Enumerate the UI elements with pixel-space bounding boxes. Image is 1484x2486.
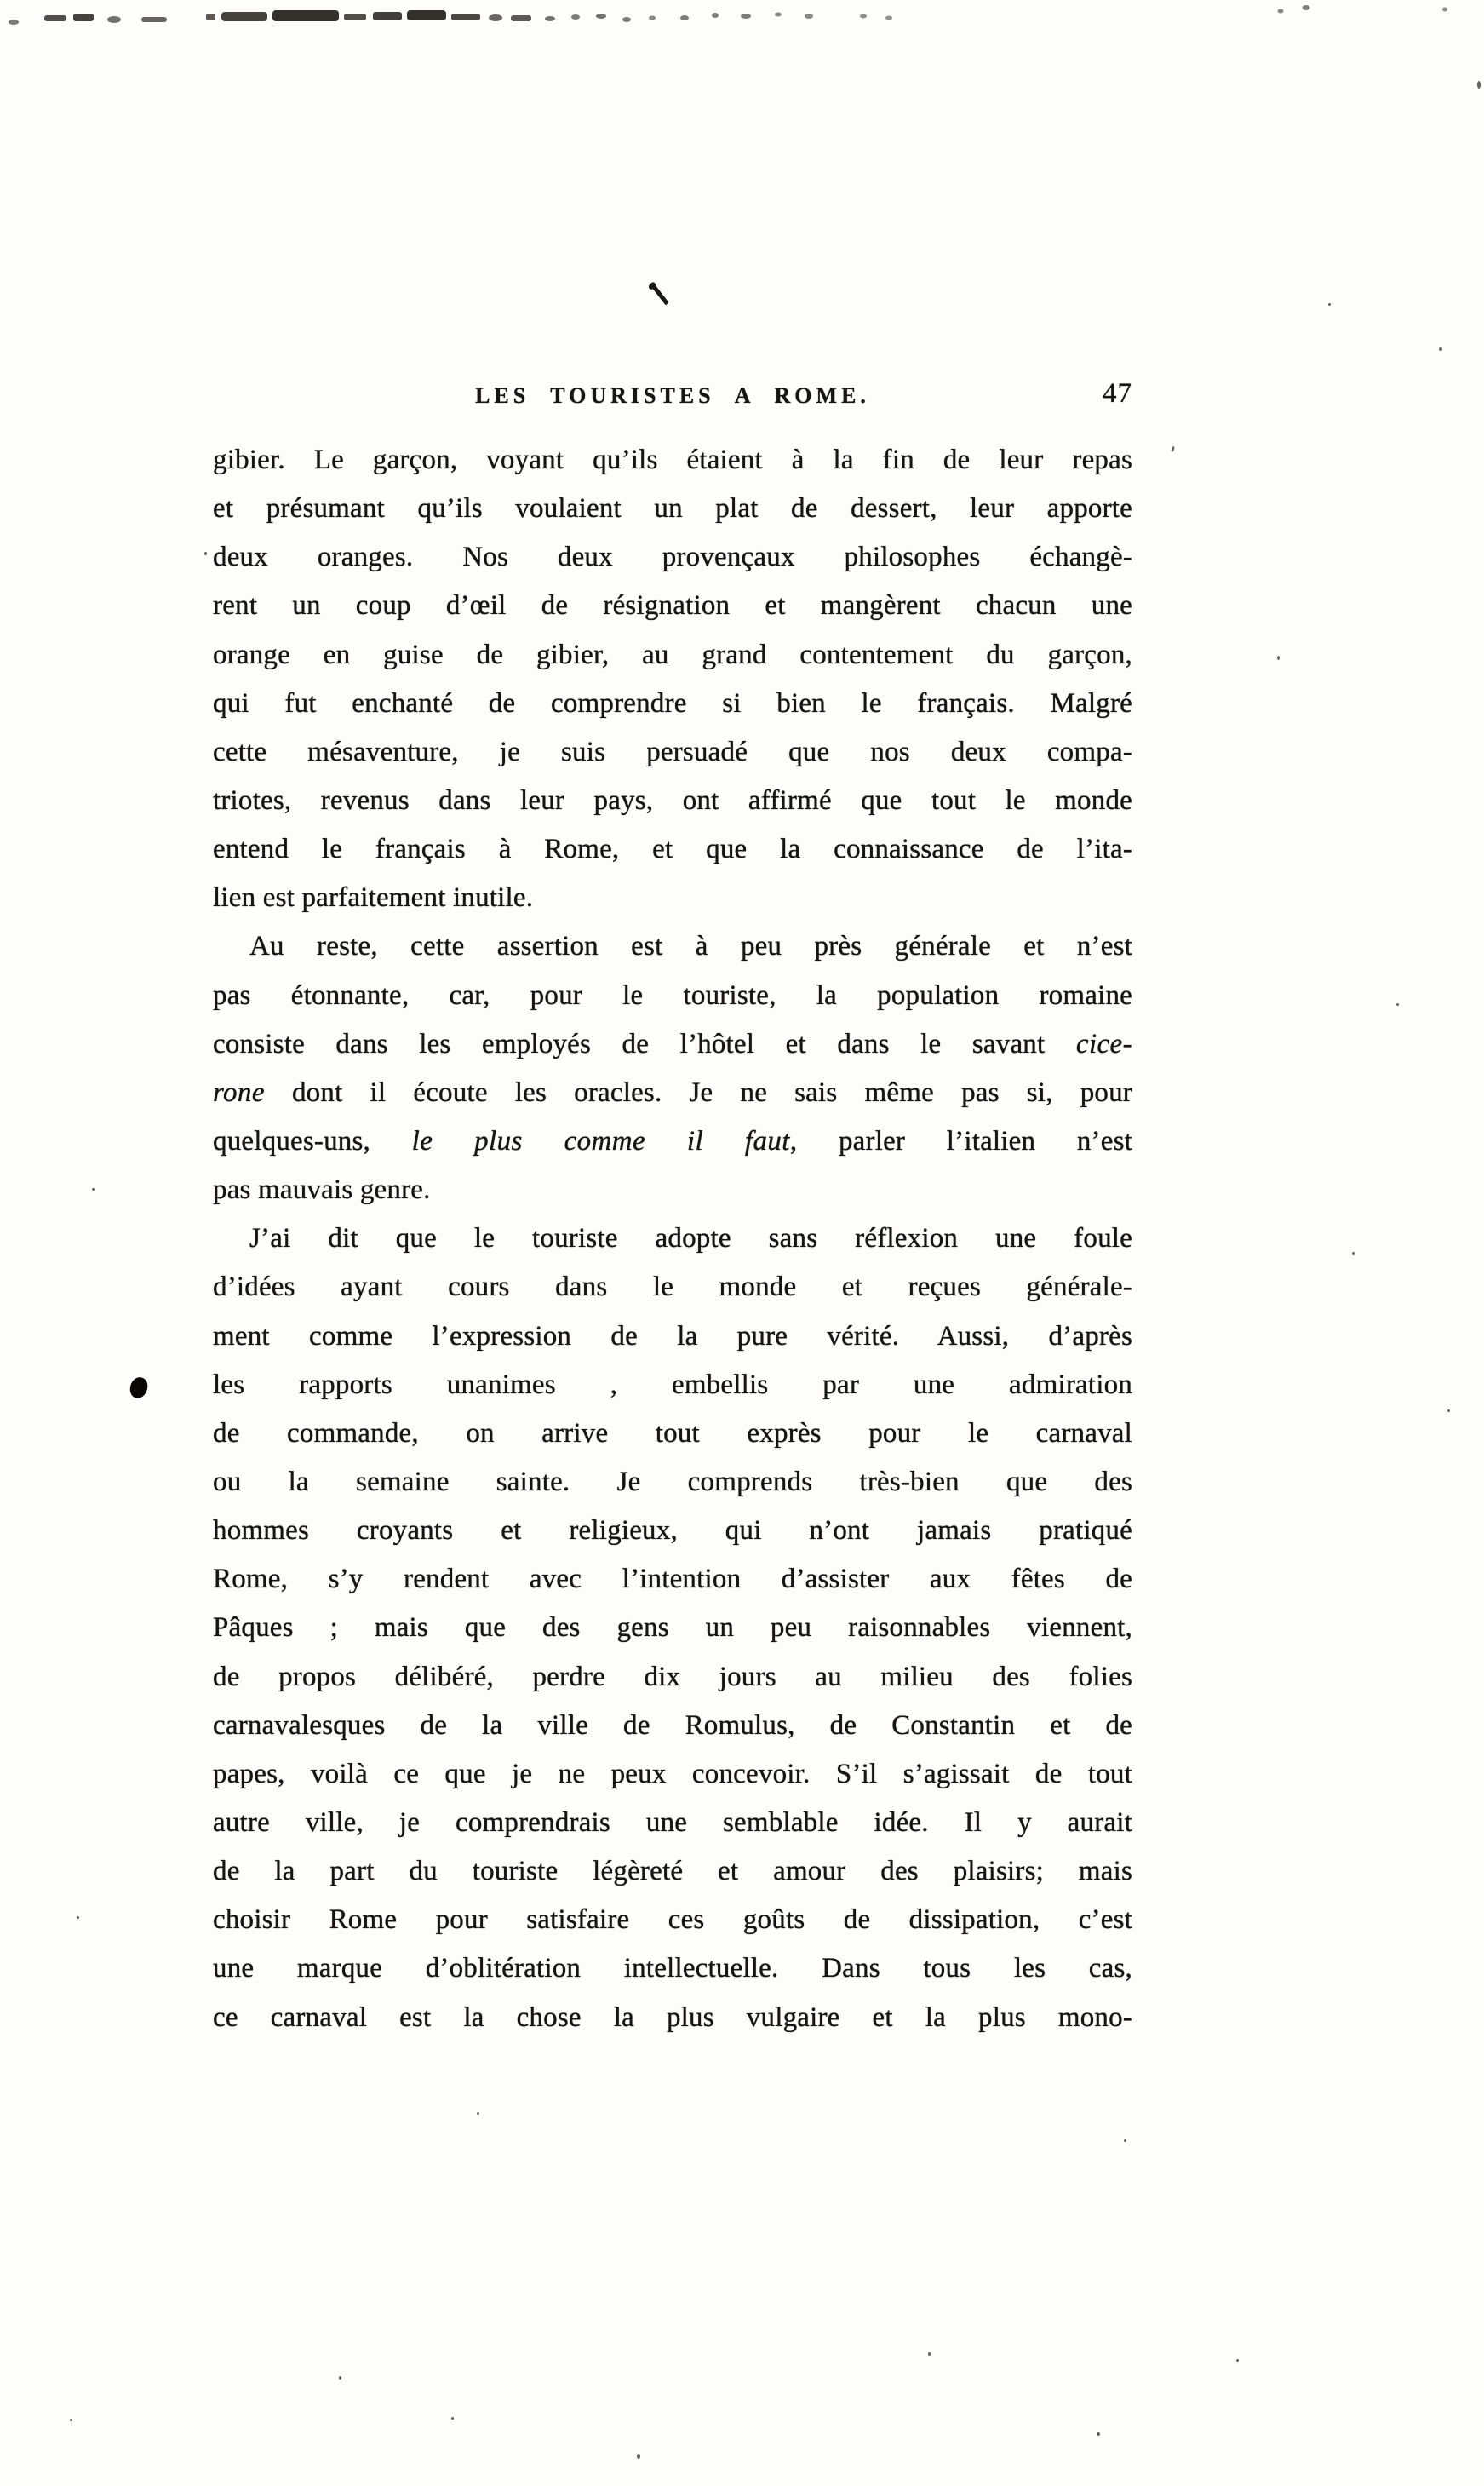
text-line: lien est parfaitement inutile. [213,882,534,914]
scan-speck [928,2352,931,2356]
ink-blot [128,1375,149,1400]
text-line: pas étonnante, car, pour le touriste, la population romaine [213,979,1132,1011]
text-line: Pâques ; mais que des gens un peu raisonnables viennent, [213,1612,1132,1644]
text-line: orange en guise de gibier, au grand contentement du garçon, [213,639,1132,670]
text-line: qui fut enchanté de comprendre si bien le français. Malgré [213,687,1132,719]
scan-speck [204,552,207,555]
text-line: ce carnaval est la chose la plus vulgaire et la plus mono- [213,2001,1132,2033]
page-header [213,378,1132,417]
text-block [213,436,1132,2042]
text-line: J’ai dit que le touriste adopte sans réflexion une foule [249,1223,1132,1254]
text-line: papes, voilà ce que je ne peux concevoir. S’il s’agissait de tout [213,1758,1132,1789]
scan-speck [70,2419,72,2421]
text-line: rent un coup d’œil de résignation et mangèrent chacun une [213,590,1132,622]
scan-speck [1439,347,1442,351]
scan-speck [451,2417,454,2420]
text-line: de propos délibéré, perdre dix jours au milieu des folies [213,1661,1132,1692]
text-line: et présumant qu’ils voulaient un plat de dessert, leur apporte [213,493,1132,525]
text-line: gibier. Le garçon, voyant qu’ils étaient à la fin de leur repas [213,445,1132,475]
text-line: ou la semaine sainte. Je comprends très-bien que des [213,1466,1132,1497]
text-line: hommes croyants et religieux, qui n’ont jamais pratiqué [213,1515,1132,1547]
scan-speck [477,2112,479,2115]
text-line: de commande, on arrive tout exprès pour le carnaval [213,1417,1132,1449]
text-line: ment comme l’expression de la pure vérité. Aussi, d’après [213,1320,1132,1352]
text-line: rone dont il écoute les oracles. Je ne sais même pas si, pour [213,1077,1132,1108]
text-line: entend le français à Rome, et que la connaissance de l’ita- [213,834,1132,865]
scan-noise-band [0,0,1484,41]
scan-speck [1236,2359,1239,2362]
text-line: triotes, revenus dans leur pays, ont affirmé que tout le monde [213,784,1132,816]
text-line: consiste dans les employés de l’hôtel et dans le savant cice- [213,1028,1132,1059]
text-line: pas mauvais genre. [213,1174,431,1206]
scan-speck [92,1188,95,1191]
scan-speck [1477,81,1481,89]
scan-speck [1352,1252,1355,1255]
text-line: choisir Rome pour satisfaire ces goûts de dissipation, c’est [213,1904,1132,1936]
text-line: carnavalesques de la ville de Romulus, de Constantin et de [213,1709,1132,1741]
text-line: deux oranges. Nos deux provençaux philosophes échangè- [213,542,1132,573]
text-line: Au reste, cette assertion est à peu près générale et n’est [249,931,1132,962]
scan-speck [637,2454,640,2459]
text-line: d’idées ayant cours dans le monde et reçues générale- [213,1272,1132,1303]
pen-mark [650,283,668,306]
scan-speck [1097,2432,1100,2436]
running-header: LES TOURISTES A ROME. [475,383,870,408]
text-line: cette mésaventure, je suis persuadé que nos deux compa- [213,736,1132,767]
text-line: quelques-uns, le plus comme il faut, parler l’italien n’est [213,1125,1133,1157]
text-line: de la part du touriste légèreté et amour des plaisirs; mais [213,1856,1132,1887]
scan-speck [1447,1409,1450,1412]
scan-speck [1124,2139,1126,2142]
scan-speck [77,1916,79,1919]
scan-speck [1328,303,1331,306]
page-number: 47 [1103,378,1132,409]
scan-speck [1396,1003,1399,1006]
text-line: une marque d’oblitération intellectuelle. Dans tous les cas, [213,1953,1132,1984]
text-line: les rapports unanimes , embellis par une admiration [213,1369,1132,1400]
text-line: Rome, s’y rendent avec l’intention d’assister aux fêtes de [213,1564,1132,1595]
scan-speck [1277,656,1280,660]
text-line: autre ville, je comprendrais une semblable idée. Il y aurait [213,1806,1132,1838]
scan-speck [1171,446,1175,453]
scan-speck [339,2376,341,2380]
